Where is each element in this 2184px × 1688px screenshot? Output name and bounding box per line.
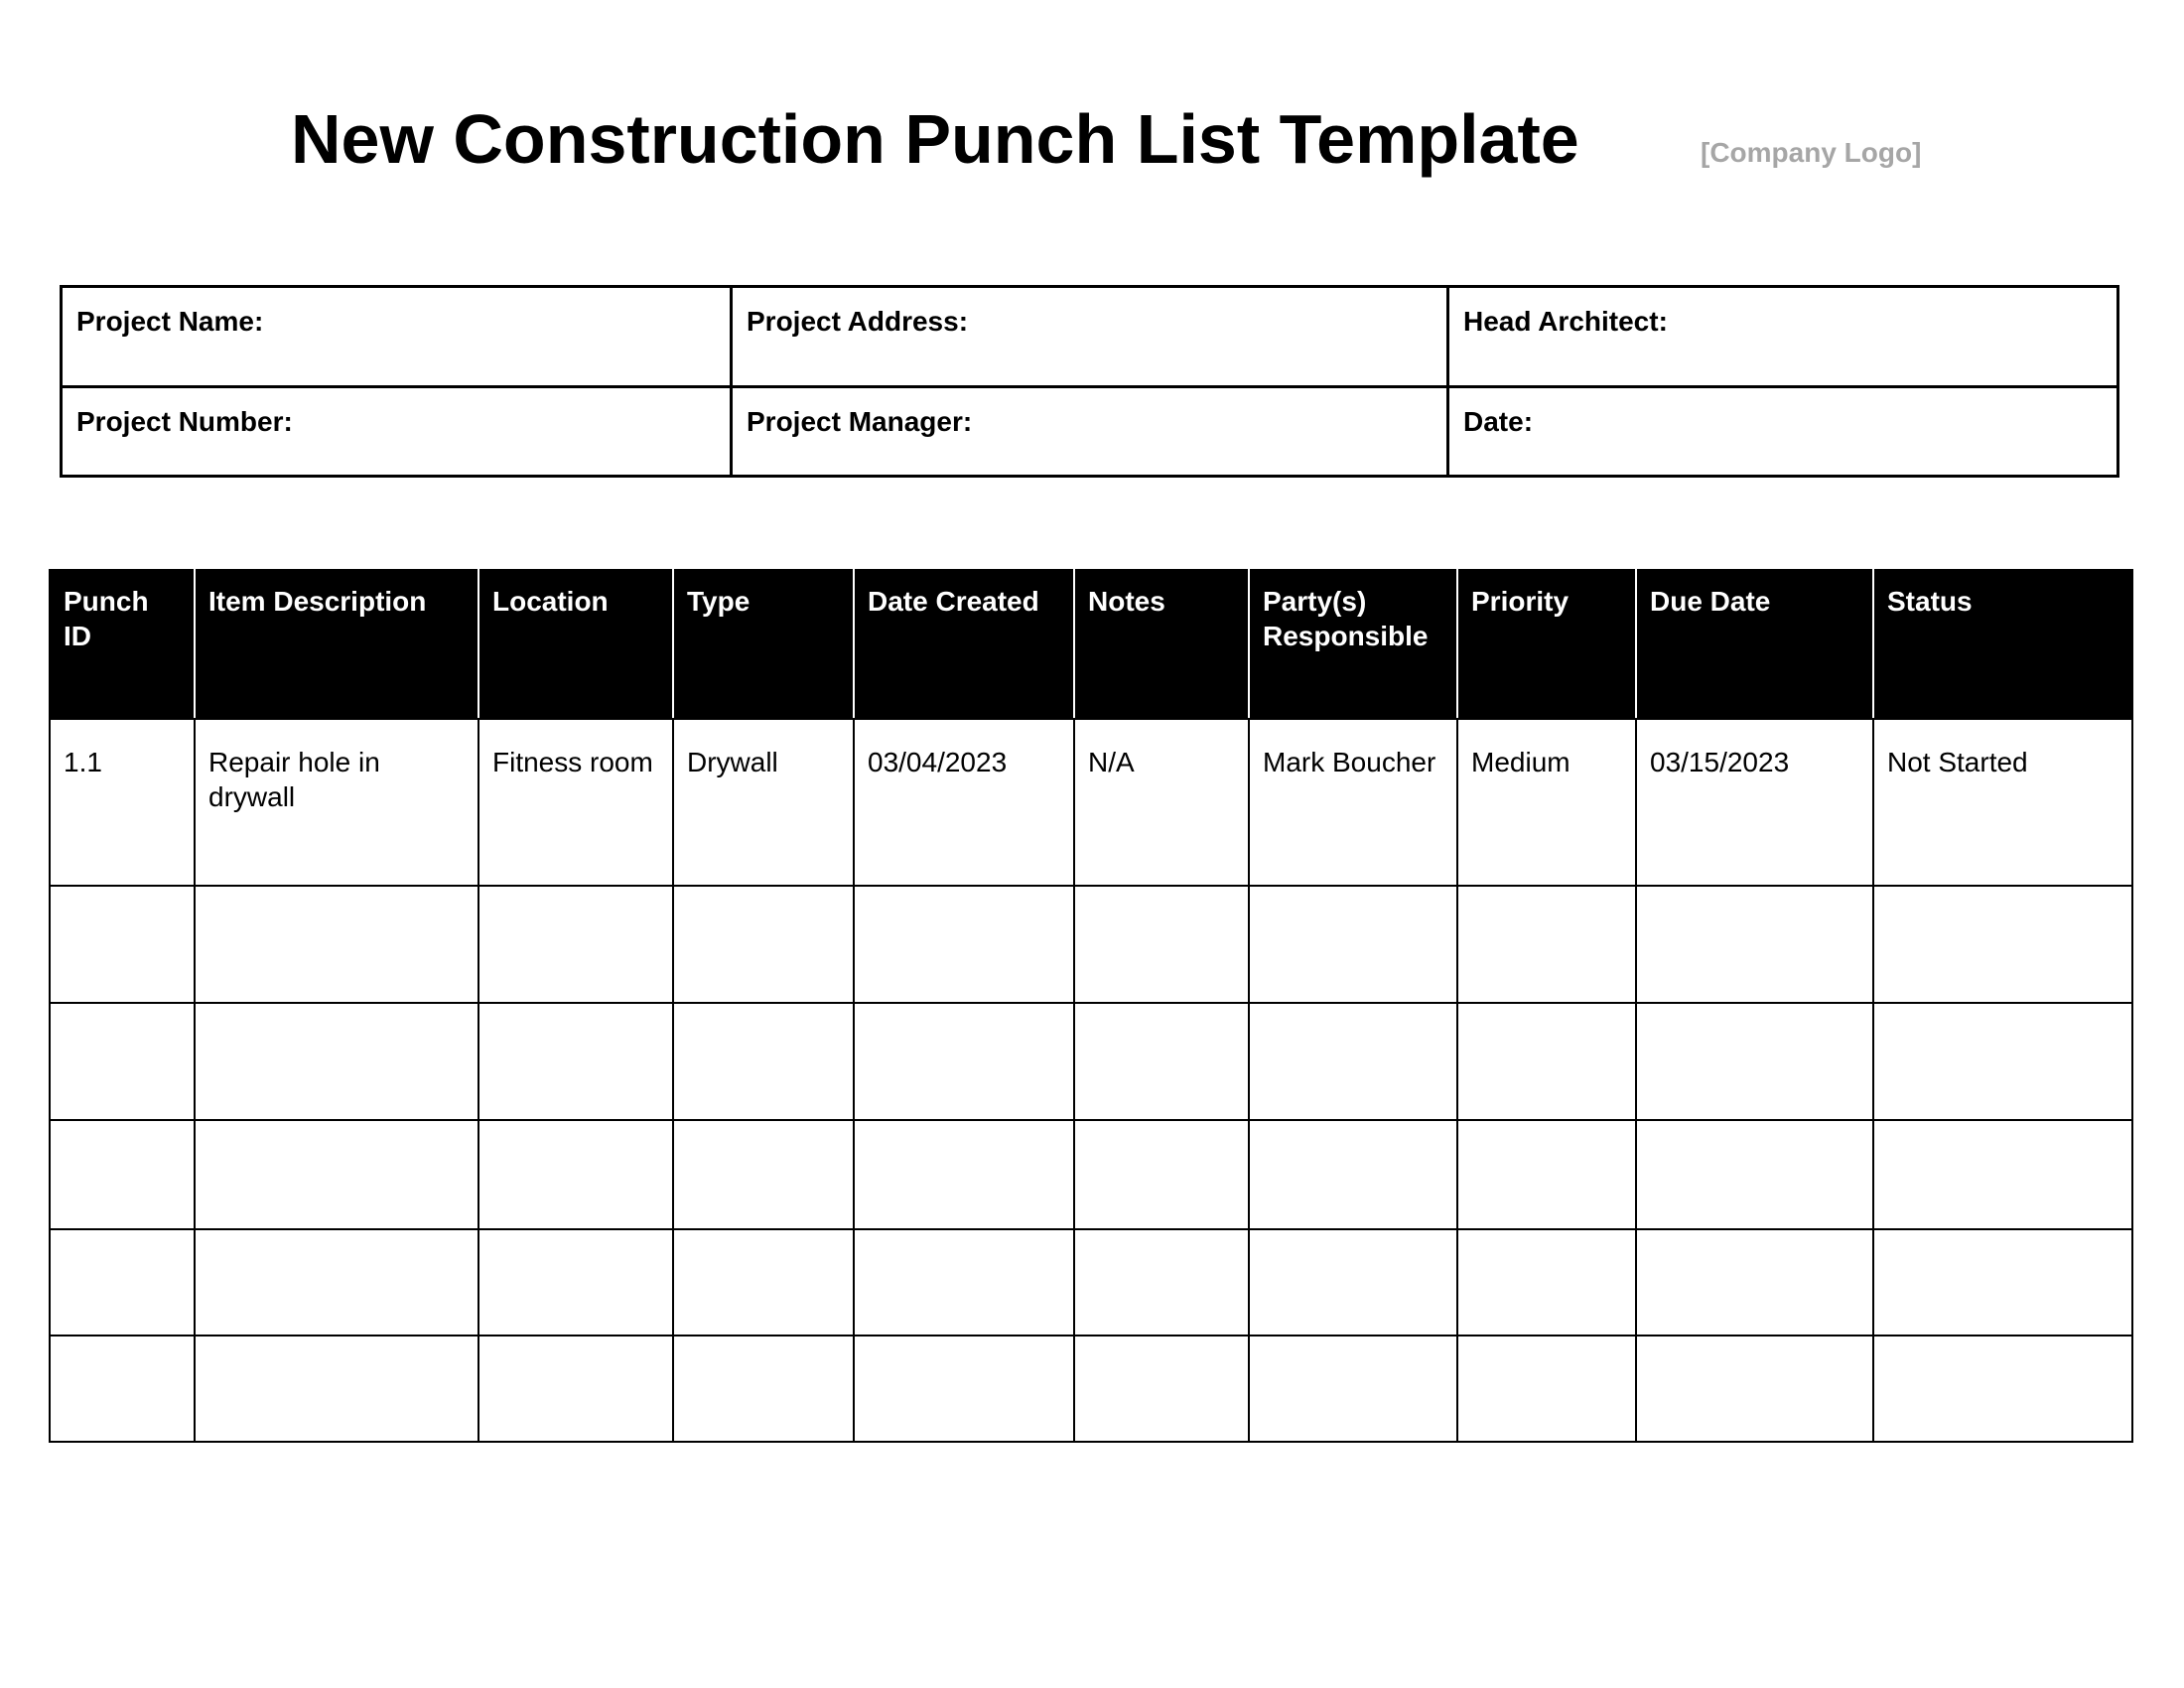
type-cell[interactable] [673,1120,854,1229]
due-date-cell[interactable] [1636,1336,1873,1442]
date-created-cell[interactable] [854,1120,1074,1229]
notes-cell[interactable] [1074,1003,1249,1120]
table-row [50,1229,2132,1336]
punch-list-table [49,569,2133,1443]
item-description-cell[interactable]: Repair hole in drywall [195,719,478,886]
status-cell[interactable] [1873,1120,2132,1229]
table-row [50,1336,2132,1442]
status-cell[interactable] [1873,1003,2132,1120]
project-manager-label: Project Manager: [747,406,973,437]
column-header-date-created: Date Created [854,570,1074,719]
table-row [50,719,2132,886]
type-cell[interactable] [673,1003,854,1120]
due-date-cell[interactable]: 03/15/2023 [1636,719,1873,886]
head-architect-label: Head Architect: [1463,306,1668,337]
table-row [50,1003,2132,1120]
column-header-status: Status [1873,570,2132,719]
location-cell[interactable] [478,1229,673,1336]
punch-id-cell[interactable] [50,1336,195,1442]
column-header-location: Location [478,570,673,719]
date-created-cell[interactable] [854,886,1074,1003]
table-row [50,1120,2132,1229]
type-cell[interactable] [673,1229,854,1336]
status-cell[interactable] [1873,1336,2132,1442]
type-cell[interactable]: Drywall [673,719,854,886]
project-name-label: Project Name: [76,306,264,337]
table-row [50,886,2132,1003]
item-description-cell[interactable] [195,1003,478,1120]
status-cell[interactable] [1873,1229,2132,1336]
project-name-field[interactable] [62,287,732,387]
project-manager-field[interactable] [732,387,1448,477]
due-date-cell[interactable] [1636,1120,1873,1229]
column-header-due-date: Due Date [1636,570,1873,719]
company-logo-placeholder: [Company Logo] [1701,137,1922,168]
project-number-field[interactable] [62,387,732,477]
column-header-priority: Priority [1457,570,1636,719]
date-field[interactable] [1448,387,2118,477]
project-info-table [60,285,2119,478]
column-header-party-responsible: Party(s) Responsible [1249,570,1457,719]
date-created-cell[interactable] [854,1229,1074,1336]
priority-cell[interactable] [1457,1003,1636,1120]
priority-cell[interactable] [1457,1120,1636,1229]
item-description-cell[interactable] [195,1229,478,1336]
party-responsible-cell[interactable] [1249,1336,1457,1442]
column-header-notes: Notes [1074,570,1249,719]
due-date-cell[interactable] [1636,886,1873,1003]
type-cell[interactable] [673,886,854,1003]
column-header-punch-id: Punch ID [50,570,195,719]
punch-list-header-row [50,570,2132,719]
project-info-row [62,387,2118,477]
location-cell[interactable]: Fitness room [478,719,673,886]
party-responsible-cell[interactable]: Mark Boucher [1249,719,1457,886]
date-created-cell[interactable] [854,1336,1074,1442]
column-header-type: Type [673,570,854,719]
punch-id-cell[interactable] [50,886,195,1003]
priority-cell[interactable]: Medium [1457,719,1636,886]
project-number-label: Project Number: [76,406,293,437]
priority-cell[interactable] [1457,1336,1636,1442]
project-address-field[interactable] [732,287,1448,387]
due-date-cell[interactable] [1636,1229,1873,1336]
date-label: Date: [1463,406,1534,437]
notes-cell[interactable] [1074,886,1249,1003]
notes-cell[interactable]: N/A [1074,719,1249,886]
due-date-cell[interactable] [1636,1003,1873,1120]
notes-cell[interactable] [1074,1229,1249,1336]
item-description-cell[interactable] [195,1120,478,1229]
item-description-cell[interactable] [195,1336,478,1442]
priority-cell[interactable] [1457,886,1636,1003]
item-description-cell[interactable] [195,886,478,1003]
location-cell[interactable] [478,1120,673,1229]
project-address-label: Project Address: [747,306,969,337]
notes-cell[interactable] [1074,1336,1249,1442]
column-header-item-description: Item Description [195,570,478,719]
punch-id-cell[interactable] [50,1229,195,1336]
punch-id-cell[interactable] [50,1003,195,1120]
priority-cell[interactable] [1457,1229,1636,1336]
notes-cell[interactable] [1074,1120,1249,1229]
status-cell[interactable] [1873,886,2132,1003]
location-cell[interactable] [478,886,673,1003]
date-created-cell[interactable]: 03/04/2023 [854,719,1074,886]
location-cell[interactable] [478,1003,673,1120]
party-responsible-cell[interactable] [1249,1229,1457,1336]
head-architect-field[interactable] [1448,287,2118,387]
punch-list-body [50,719,2132,1442]
project-info-row [62,287,2118,387]
punch-id-cell[interactable] [50,1120,195,1229]
page-title: New Construction Punch List Template [291,100,1579,178]
party-responsible-cell[interactable] [1249,886,1457,1003]
date-created-cell[interactable] [854,1003,1074,1120]
party-responsible-cell[interactable] [1249,1120,1457,1229]
location-cell[interactable] [478,1336,673,1442]
punch-id-cell[interactable]: 1.1 [50,719,195,886]
type-cell[interactable] [673,1336,854,1442]
status-cell[interactable]: Not Started [1873,719,2132,886]
party-responsible-cell[interactable] [1249,1003,1457,1120]
